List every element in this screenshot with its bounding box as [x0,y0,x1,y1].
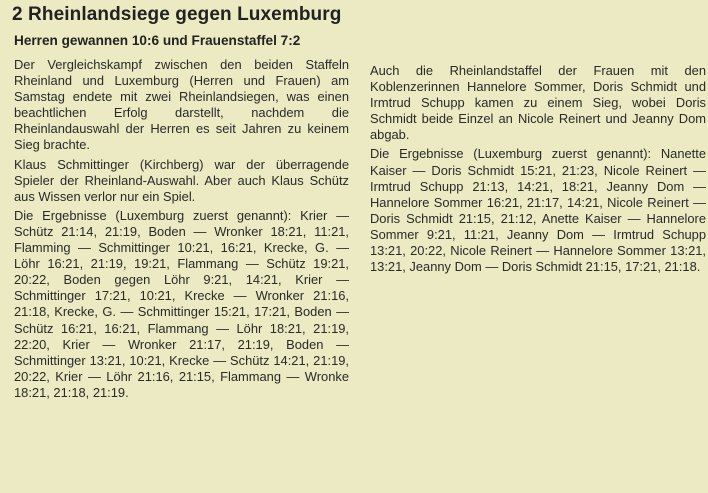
men-results-paragraph: Die Ergebnisse (Luxemburg zuerst genannt): Krier — Schütz 21:14, 21:19, Boden — Wronker 18:21, 11:21, Flamming — Schmittinger 10:21, 16:21, Krecke, G. — Löhr 16:21, 21:19, 19:21, Flammang — Schütz 19:21, 20:22, Boden gegen Löhr 9:21, 14:21, Krier — Schmittinger 17:21, 10:21, Krecke — Wronker 21:16, 21:18, Krecke, G. — Schmittinger 15:21, 17:21, Boden — Schütz 16:21, 16:21, Flammang — Löhr 18:21, 21:19, 22:20, Krier — Wronker 21:17, 21:19, Boden — Schmittinger 13:21, 10:21, Krecke — Schütz 14:21, 21:19, 20:22, Krier — Löhr 21:16, 21:15, Flammang — Wronke 18:21, 21:18, 21:19. [14,207,349,400]
women-results-paragraph: Die Ergebnisse (Luxemburg zuerst genannt): Nanette Kaiser — Doris Schmidt 15:21, 21:23, Nicole Reinert — Irmtrud Schupp 21:13, 14:21, 18:21, Jeanny Dom — Hannelore Sommer 16:21, 21:17, 14:21, Nicole Reinert — Doris Schmidt 21:15, 21:12, Anette Kaiser — Hannelore Sommer 9:21, 11:21, Jeanny Dom — Irmtrud Schupp 13:21, 20:22, Nicole Reinert — Hannelore Sommer 13:21, 13:21, Jeanny Dom — Doris Schmidt 21:15, 17:21, 21:18. [370,146,706,275]
left-column [14,57,349,404]
player-paragraph: Klaus Schmittinger (Kirchberg) war der überragende Spieler der Rheinland-Auswahl. Aber auch Klaus Schütz aus Wissen verlor nur ein Spiel. [14,156,349,204]
women-team-paragraph: Auch die Rheinlandstaffel der Frauen mit den Koblenzerinnen Hannelore Sommer, Doris Schmidt und Irmtrud Schupp kamen zu einem Sieg, wobei Doris Schmidt beide Einzel an Nicole Reinert und Jeanny Dom abgab. [370,63,706,143]
article-headline: 2 Rheinlandsiege gegen Luxemburg [12,4,342,25]
intro-paragraph: Der Vergleichskampf zwischen den beiden Staffeln Rheinland und Luxemburg (Herren und Frauen) am Samstag endete mit zwei Rheinlandsiegen, was einen beachtlichen Erfolg darstellt, nachdem die Rheinlandauswahl der Herren es seit Jahren zu keinem Sieg brachte. [14,57,349,153]
article-subheadline: Herren gewannen 10:6 und Frauenstaffel 7:2 [14,33,301,48]
right-column [370,63,706,278]
